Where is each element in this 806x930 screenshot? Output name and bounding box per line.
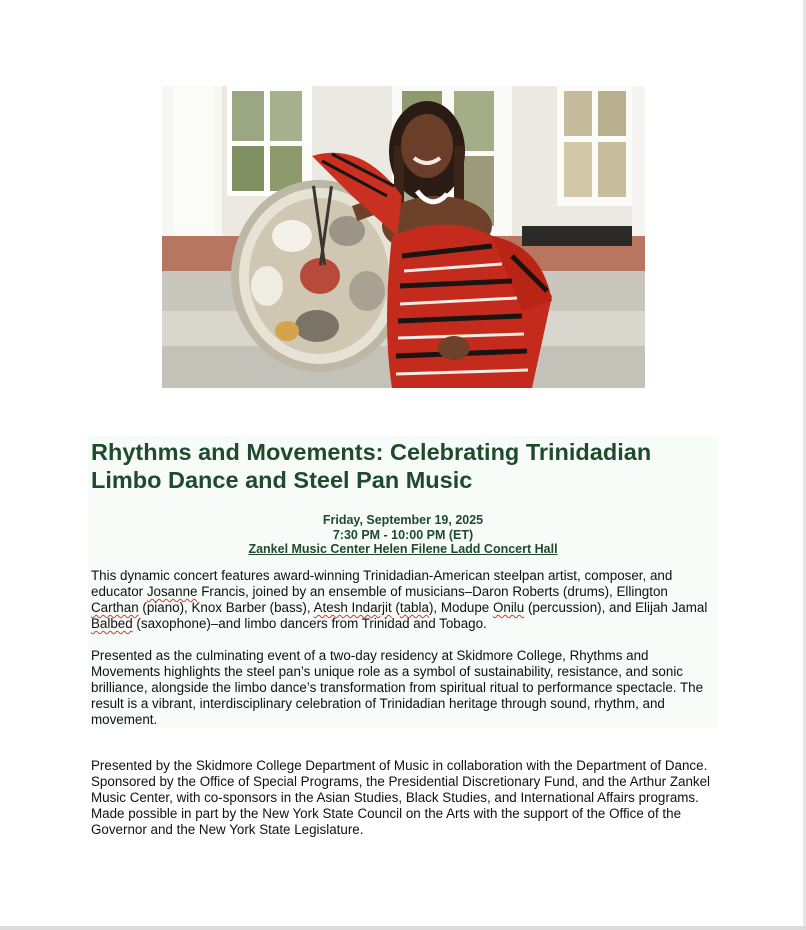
text-run: ), Modupe — [428, 600, 493, 615]
text-run: Francis, joined by an ensemble of musicians–Daron Roberts (drums), Ellington — [197, 584, 668, 599]
spellcheck-word: Onilu — [492, 600, 525, 615]
spellcheck-word: Atesh Indarjit — [313, 600, 392, 615]
event-time: 7:30 PM - 10:00 PM (ET) — [332, 527, 474, 542]
event-title: Rhythms and Movements: Celebrating Trinidadian Limbo Dance and Steel Pan Music — [91, 439, 652, 493]
steelpan-performer-image — [162, 86, 645, 388]
text-run: ( — [391, 600, 400, 615]
spellcheck-word: Carthan — [91, 600, 139, 615]
text-run: (piano), Knox Barber (bass), — [138, 600, 314, 615]
spellcheck-word: tabla — [399, 600, 429, 615]
spellcheck-word: Balbed — [91, 616, 133, 631]
event-date: Friday, September 19, 2025 — [322, 513, 484, 527]
spellcheck-word: Josanne — [146, 584, 198, 599]
description-paragraph-1 — [91, 568, 717, 632]
page-edge-bottom — [0, 926, 806, 930]
text-run: (saxophone)–and limbo dancers from Trinidad and Tobago. — [132, 616, 487, 631]
text-run: (percussion), and Elijah Jamal — [524, 600, 708, 615]
sponsors-paragraph: Presented by the Skidmore College Department of Music in collaboration with the Department of Dance. Sponsored by the Office of Special Programs, the Presidential Discretionary Fund, and the Arthur Zankel Music Center, with co-sponsors in the Asian Studies, Black Studies, and International Affairs programs. Made possible in part by the New York State Council on the Arts with the support of the Office of the Governor and the New York State Legislature. — [91, 758, 711, 837]
performer-photo — [162, 86, 645, 388]
description-paragraph-2: Presented as the culminating event of a two-day residency at Skidmore College, Rhythms and Movements highlights the steel pan’s unique role as a symbol of sustainability, resistance, and sonic brilliance, alongside the limbo dance’s transformation from spiritual ritual to performance spectacle. The result is a vibrant, interdisciplinary celebration of Trinidadian heritage through sound, rhythm, and movement. — [91, 648, 704, 727]
event-venue-link[interactable]: Zankel Music Center Helen Filene Ladd Concert Hall — [248, 542, 558, 556]
event-details — [91, 513, 715, 557]
text-run: This dynamic concert features award-winning Trinidadian-American steelpan artist, composer, and educator — [91, 568, 673, 599]
